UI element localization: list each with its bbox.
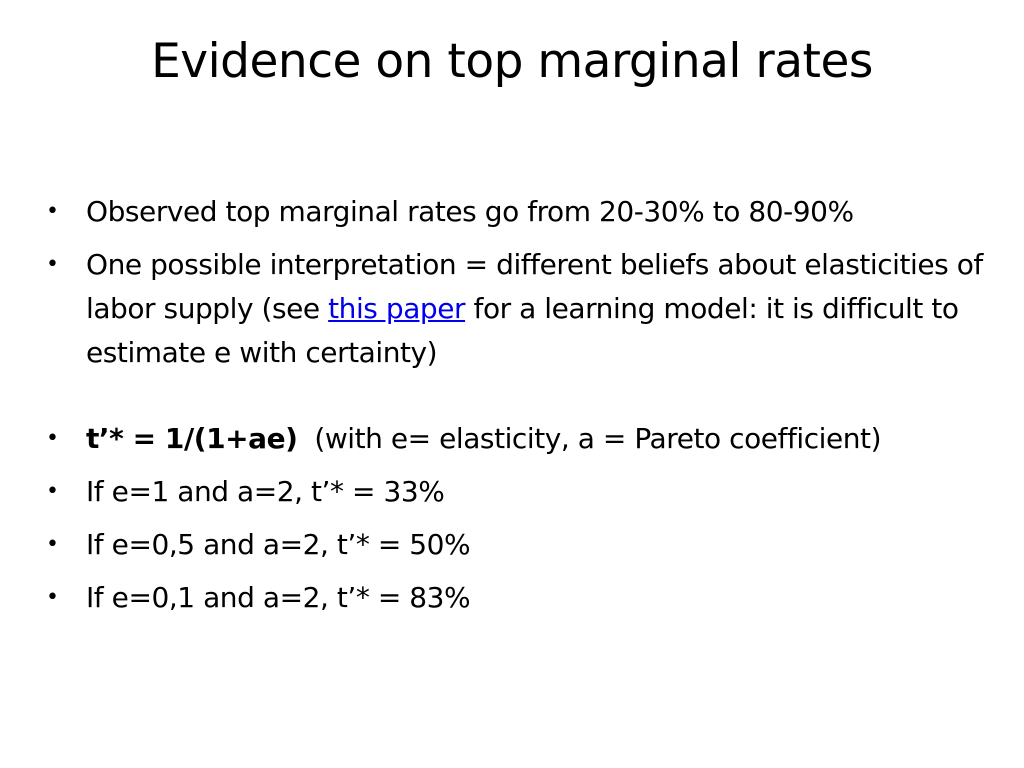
bullet-text-before-link: One possible interpretation = different beliefs about elasticities of labor supply (see: [86, 248, 983, 325]
bullet-text: Observed top marginal rates go from 20-30% to 80-90%: [86, 195, 854, 228]
bullet-text: If e=0,1 and a=2, t’* = 83%: [86, 581, 471, 614]
bullet-item-interpretation: [46, 243, 986, 375]
bullet-icon: •: [46, 199, 59, 224]
bullet-text: If e=1 and a=2, t’* = 33%: [86, 475, 445, 508]
bullet-item-example-e05: [46, 523, 986, 567]
formula-definition: (with e= elasticity, a = Pareto coefficient): [297, 422, 882, 455]
bullet-text: If e=0,5 and a=2, t’* = 50%: [86, 528, 471, 561]
bullet-item-example-e01: [46, 576, 986, 620]
bullet-item-example-e1: [46, 470, 986, 514]
slide-title: Evidence on top marginal rates: [151, 34, 873, 89]
bullet-item-formula: [46, 417, 986, 461]
bullet-icon: •: [46, 585, 59, 610]
bullet-icon: •: [46, 479, 59, 504]
paper-link[interactable]: this paper: [328, 292, 466, 325]
bullet-icon: •: [46, 532, 59, 557]
bullet-icon: •: [46, 252, 59, 277]
bullet-text-after-link: for a learning model: it is difficult to estimate e with certainty): [86, 292, 959, 369]
bullet-icon: •: [46, 426, 59, 451]
bullet-item-observed-rates: [46, 190, 986, 234]
formula-text: t’* = 1/(1+ae): [86, 422, 298, 455]
bullet-list: [46, 190, 986, 629]
